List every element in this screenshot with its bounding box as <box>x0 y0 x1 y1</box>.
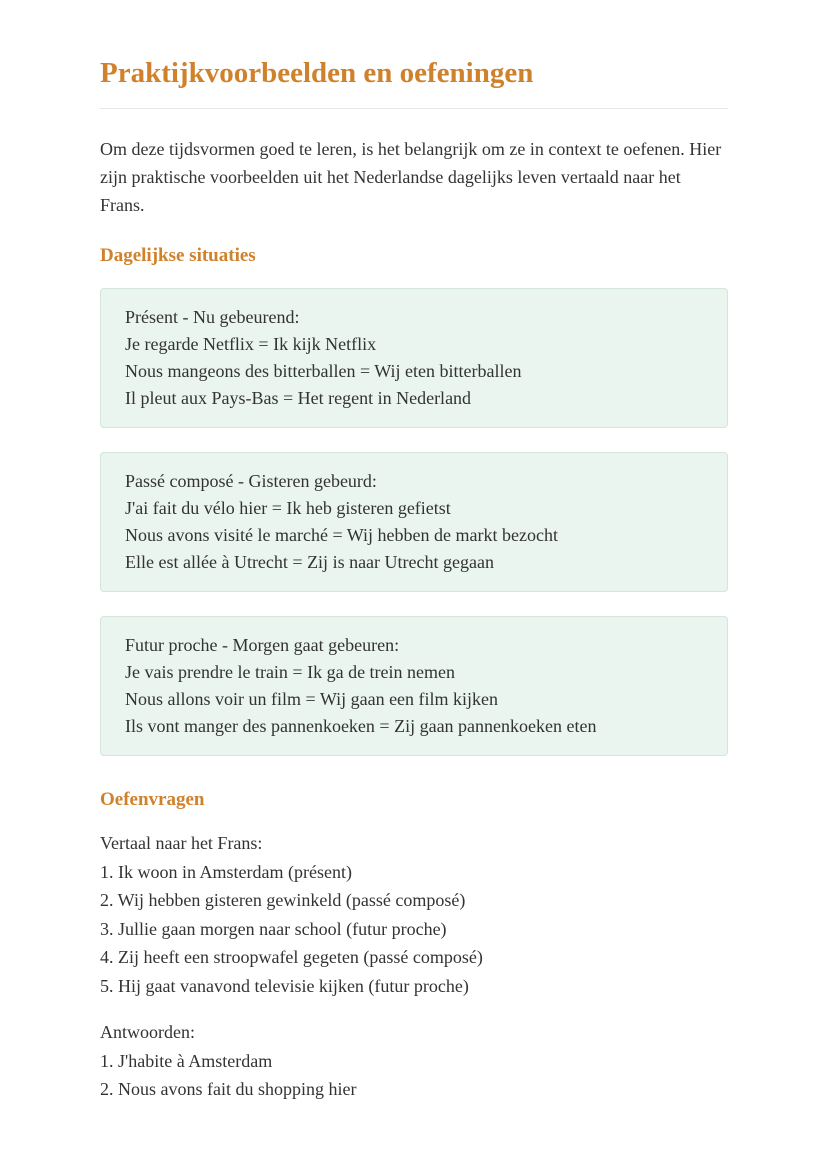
answers-label: Antwoorden: <box>100 1022 195 1042</box>
example-box-present <box>100 288 728 428</box>
example-line: J'ai fait du vélo hier = Ik heb gisteren gefietst <box>125 498 451 518</box>
example-line: Nous avons visité le marché = Wij hebben de markt bezocht <box>125 525 558 545</box>
questions-prompt: Vertaal naar het Frans: <box>100 833 263 853</box>
answer-item: 1. J'habite à Amsterdam <box>100 1050 273 1071</box>
example-line: Je regarde Netflix = Ik kijk Netflix <box>125 334 377 354</box>
question-item: 2. Wij hebben gisteren gewinkeld (passé composé) <box>100 890 466 910</box>
answers-block <box>100 1018 728 1104</box>
question-item: 3. Jullie gaan morgen naar school (futur proche) <box>100 918 447 939</box>
example-line: Je vais prendre le train = Ik ga de trein nemen <box>125 662 456 682</box>
section-heading-exercises: Oefenvragen <box>100 789 205 810</box>
example-line: Elle est allée à Utrecht = Zij is naar Utrecht gegaan <box>125 552 494 572</box>
example-line: Ils vont manger des pannenkoeken = Zij gaan pannenkoeken eten <box>125 716 597 736</box>
answer-item: 2. Nous avons fait du shopping hier <box>100 1079 357 1099</box>
intro-paragraph: Om deze tijdsvormen goed te leren, is het belangrijk om ze in context te oefenen. Hier zijn praktische voorbeelden uit het Nederlandse dagelijks leven vertaald naar het Frans. <box>100 139 722 215</box>
example-box-passe-compose <box>100 452 728 592</box>
question-item: 1. Ik woon in Amsterdam (présent) <box>100 861 352 882</box>
example-box-title: Futur proche - Morgen gaat gebeuren: <box>125 635 400 655</box>
section-heading-daily-situations: Dagelijkse situaties <box>100 245 256 266</box>
question-item: 4. Zij heeft een stroopwafel gegeten (passé composé) <box>100 947 483 967</box>
example-box-title: Passé composé - Gisteren gebeurd: <box>125 471 377 491</box>
questions-block <box>100 829 728 1000</box>
example-box-futur-proche <box>100 616 728 756</box>
example-line: Il pleut aux Pays-Bas = Het regent in Nederland <box>125 388 472 408</box>
question-item: 5. Hij gaat vanavond televisie kijken (futur proche) <box>100 975 469 996</box>
example-line: Nous mangeons des bitterballen = Wij eten bitterballen <box>125 361 522 381</box>
page-title: Praktijkvoorbeelden en oefeningen <box>100 55 728 109</box>
example-box-title: Présent - Nu gebeurend: <box>125 307 300 327</box>
example-line: Nous allons voir un film = Wij gaan een film kijken <box>125 689 499 709</box>
